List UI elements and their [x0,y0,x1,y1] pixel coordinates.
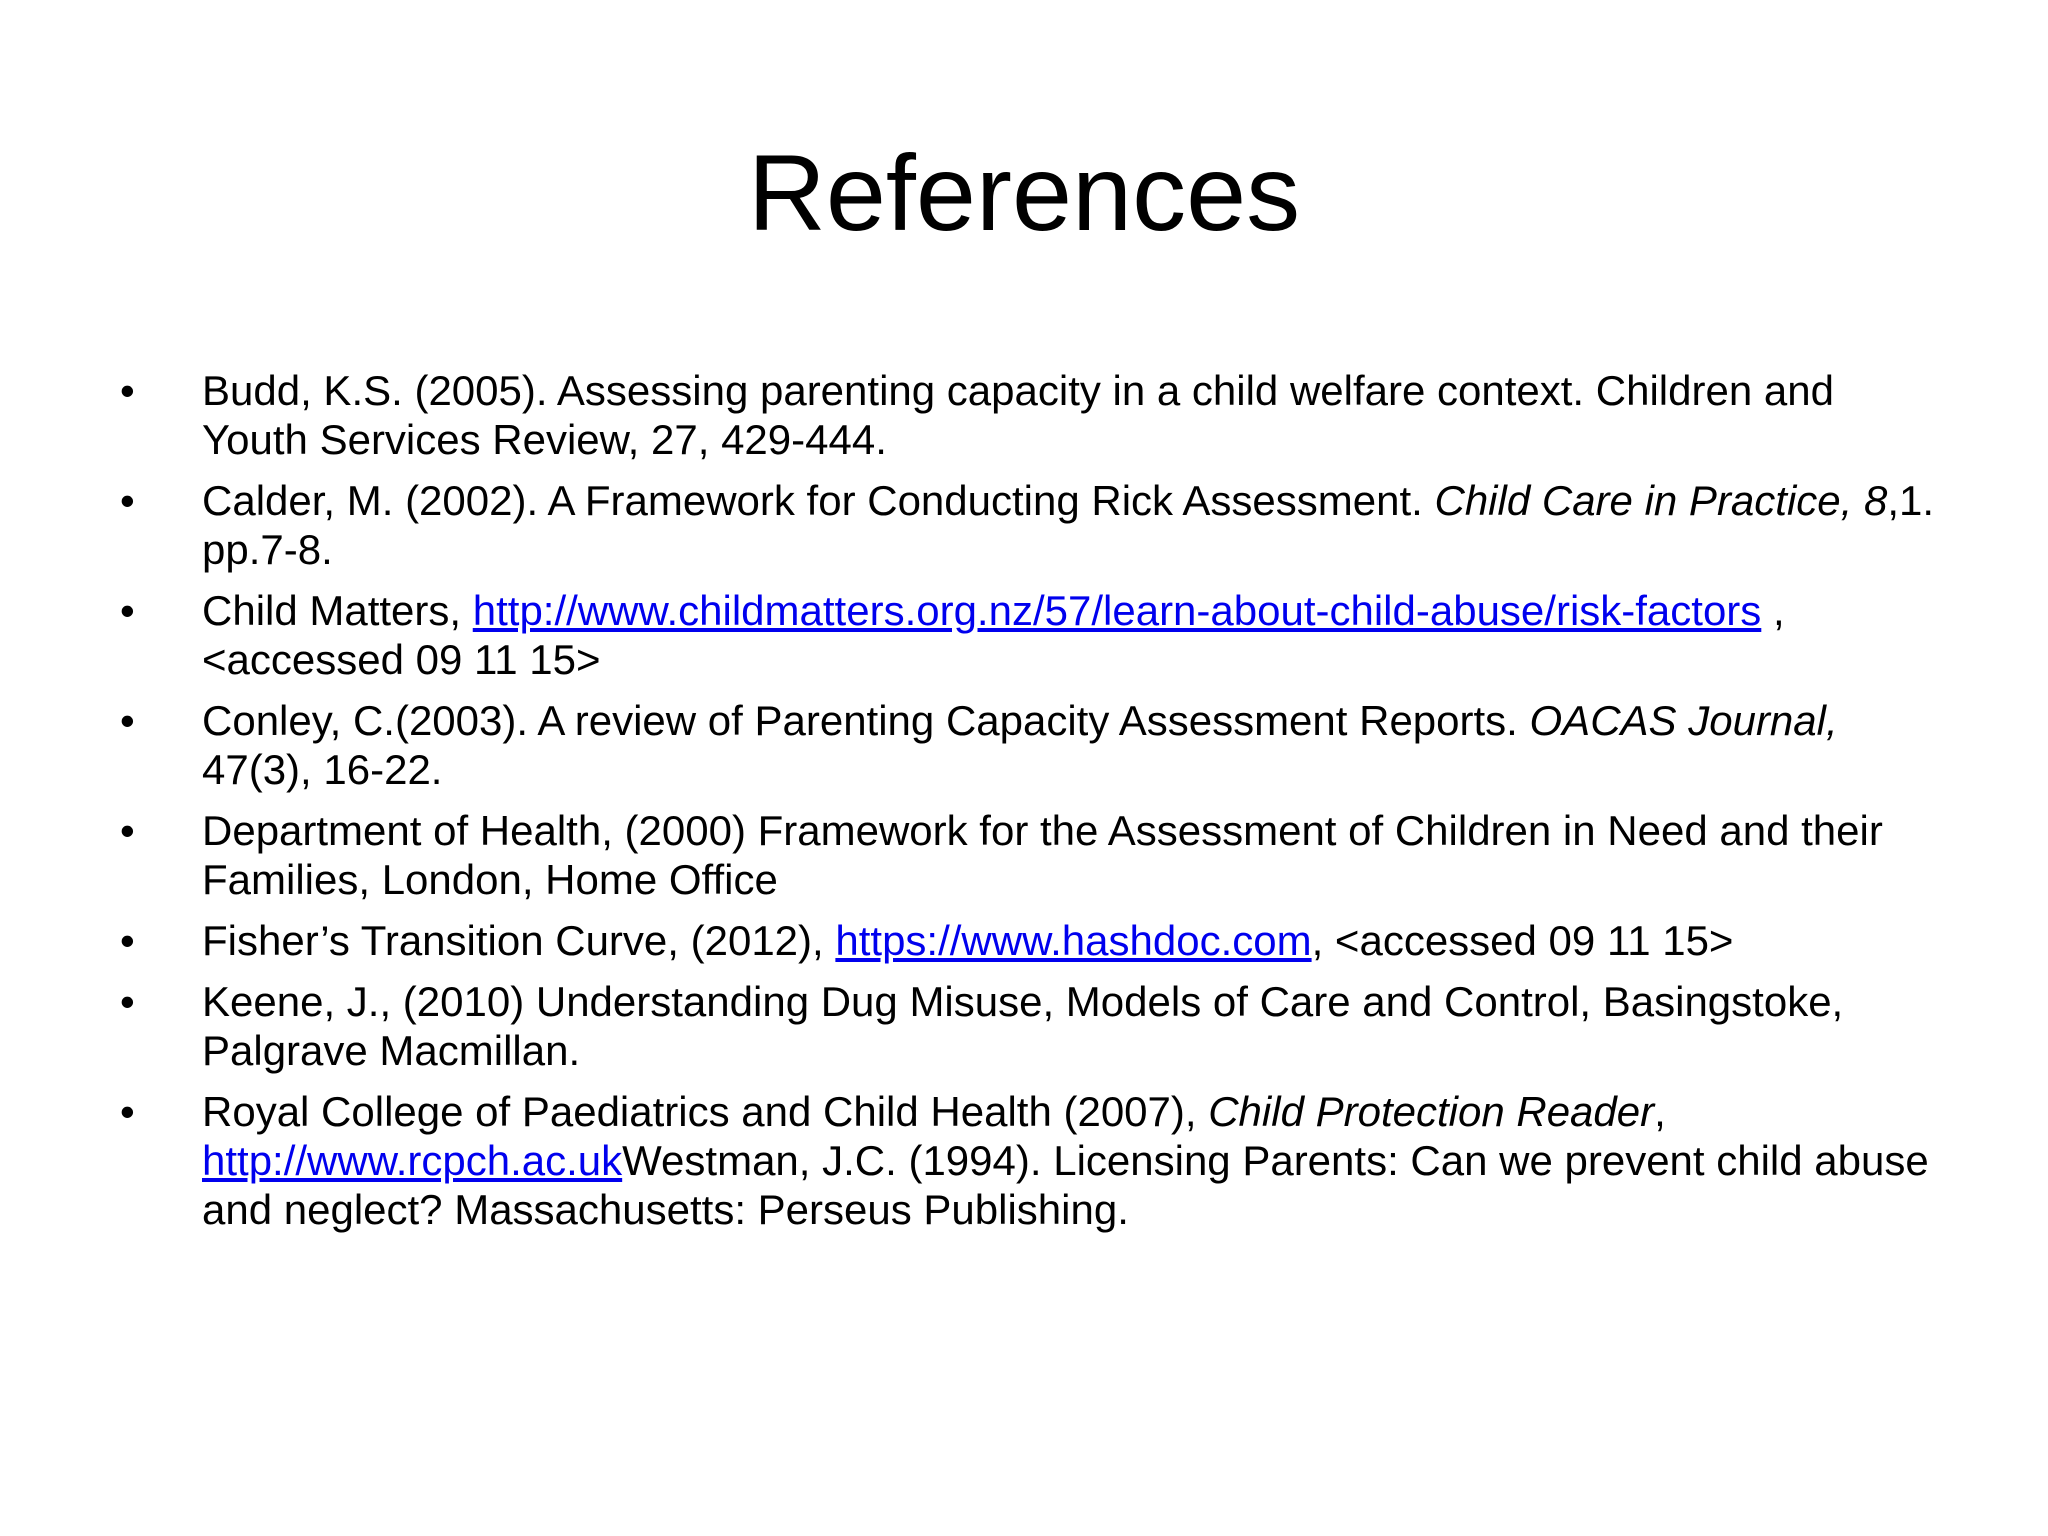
reference-journal: OACAS Journal, [1529,697,1838,744]
reference-item-calder [120,476,1950,574]
reference-journal: Child Care in Practice, 8 [1434,477,1888,524]
reference-journal: Child Protection Reader [1208,1088,1655,1135]
reference-item-conley [120,696,1950,794]
reference-item-budd [120,366,1950,464]
bullet-icon: • [120,367,135,414]
reference-text: Calder, M. (2002). A Framework for Conducting Rick Assessment. [202,477,1435,524]
reference-text: Child Matters, [202,587,473,634]
reference-text: Budd, K.S. (2005). Assessing parenting capacity in a child welfare context. Children and Youth Services Review, 27, 429-444. [202,367,1834,463]
bullet-icon: • [120,1088,135,1135]
reference-text: ,1. pp.7-8. [202,477,1935,573]
reference-text: Fisher’s Transition Curve, (2012), [202,917,836,964]
reference-text: Westman, J.C. (1994). Licensing Parents: Can we prevent child abuse and neglect? Massachusetts: Perseus Publishing. [202,1137,1929,1233]
reference-text: Keene, J., (2010) Understanding Dug Misuse, Models of Care and Control, Basingstoke, Palgrave Macmillan. [202,978,1844,1074]
bullet-icon: • [120,807,135,854]
reference-item-child-matters [120,586,1950,684]
reference-item-royal-college [120,1087,1950,1234]
reference-item-keene [120,977,1950,1075]
bullet-icon: • [120,917,135,964]
reference-text: Department of Health, (2000) Framework for the Assessment of Children in Need and their Families, London, Home Office [202,807,1883,903]
reference-list [120,366,1950,1246]
reference-text: Royal College of Paediatrics and Child Health (2007), [202,1088,1209,1135]
slide-title: References [747,132,1301,253]
hashdoc-link[interactable]: https://www.hashdoc.com [835,917,1312,964]
bullet-icon: • [120,978,135,1025]
bullet-icon: • [120,477,135,524]
childmatters-link[interactable]: http://www.childmatters.org.nz/57/learn-about-child-abuse/risk-factors [472,587,1762,634]
bullet-icon: • [120,587,135,634]
reference-item-department-of-health [120,806,1950,904]
reference-text: , <accessed 09 11 15> [202,587,1785,683]
reference-text: , <accessed 09 11 15> [1311,917,1734,964]
reference-text: Conley, C.(2003). A review of Parenting Capacity Assessment Reports. [202,697,1530,744]
reference-text: , [1654,1088,1666,1135]
reference-text: 47(3), 16-22. [202,746,443,793]
rcpch-link[interactable]: http://www.rcpch.ac.uk [202,1137,623,1184]
bullet-icon: • [120,697,135,744]
reference-item-fisher [120,916,1950,965]
